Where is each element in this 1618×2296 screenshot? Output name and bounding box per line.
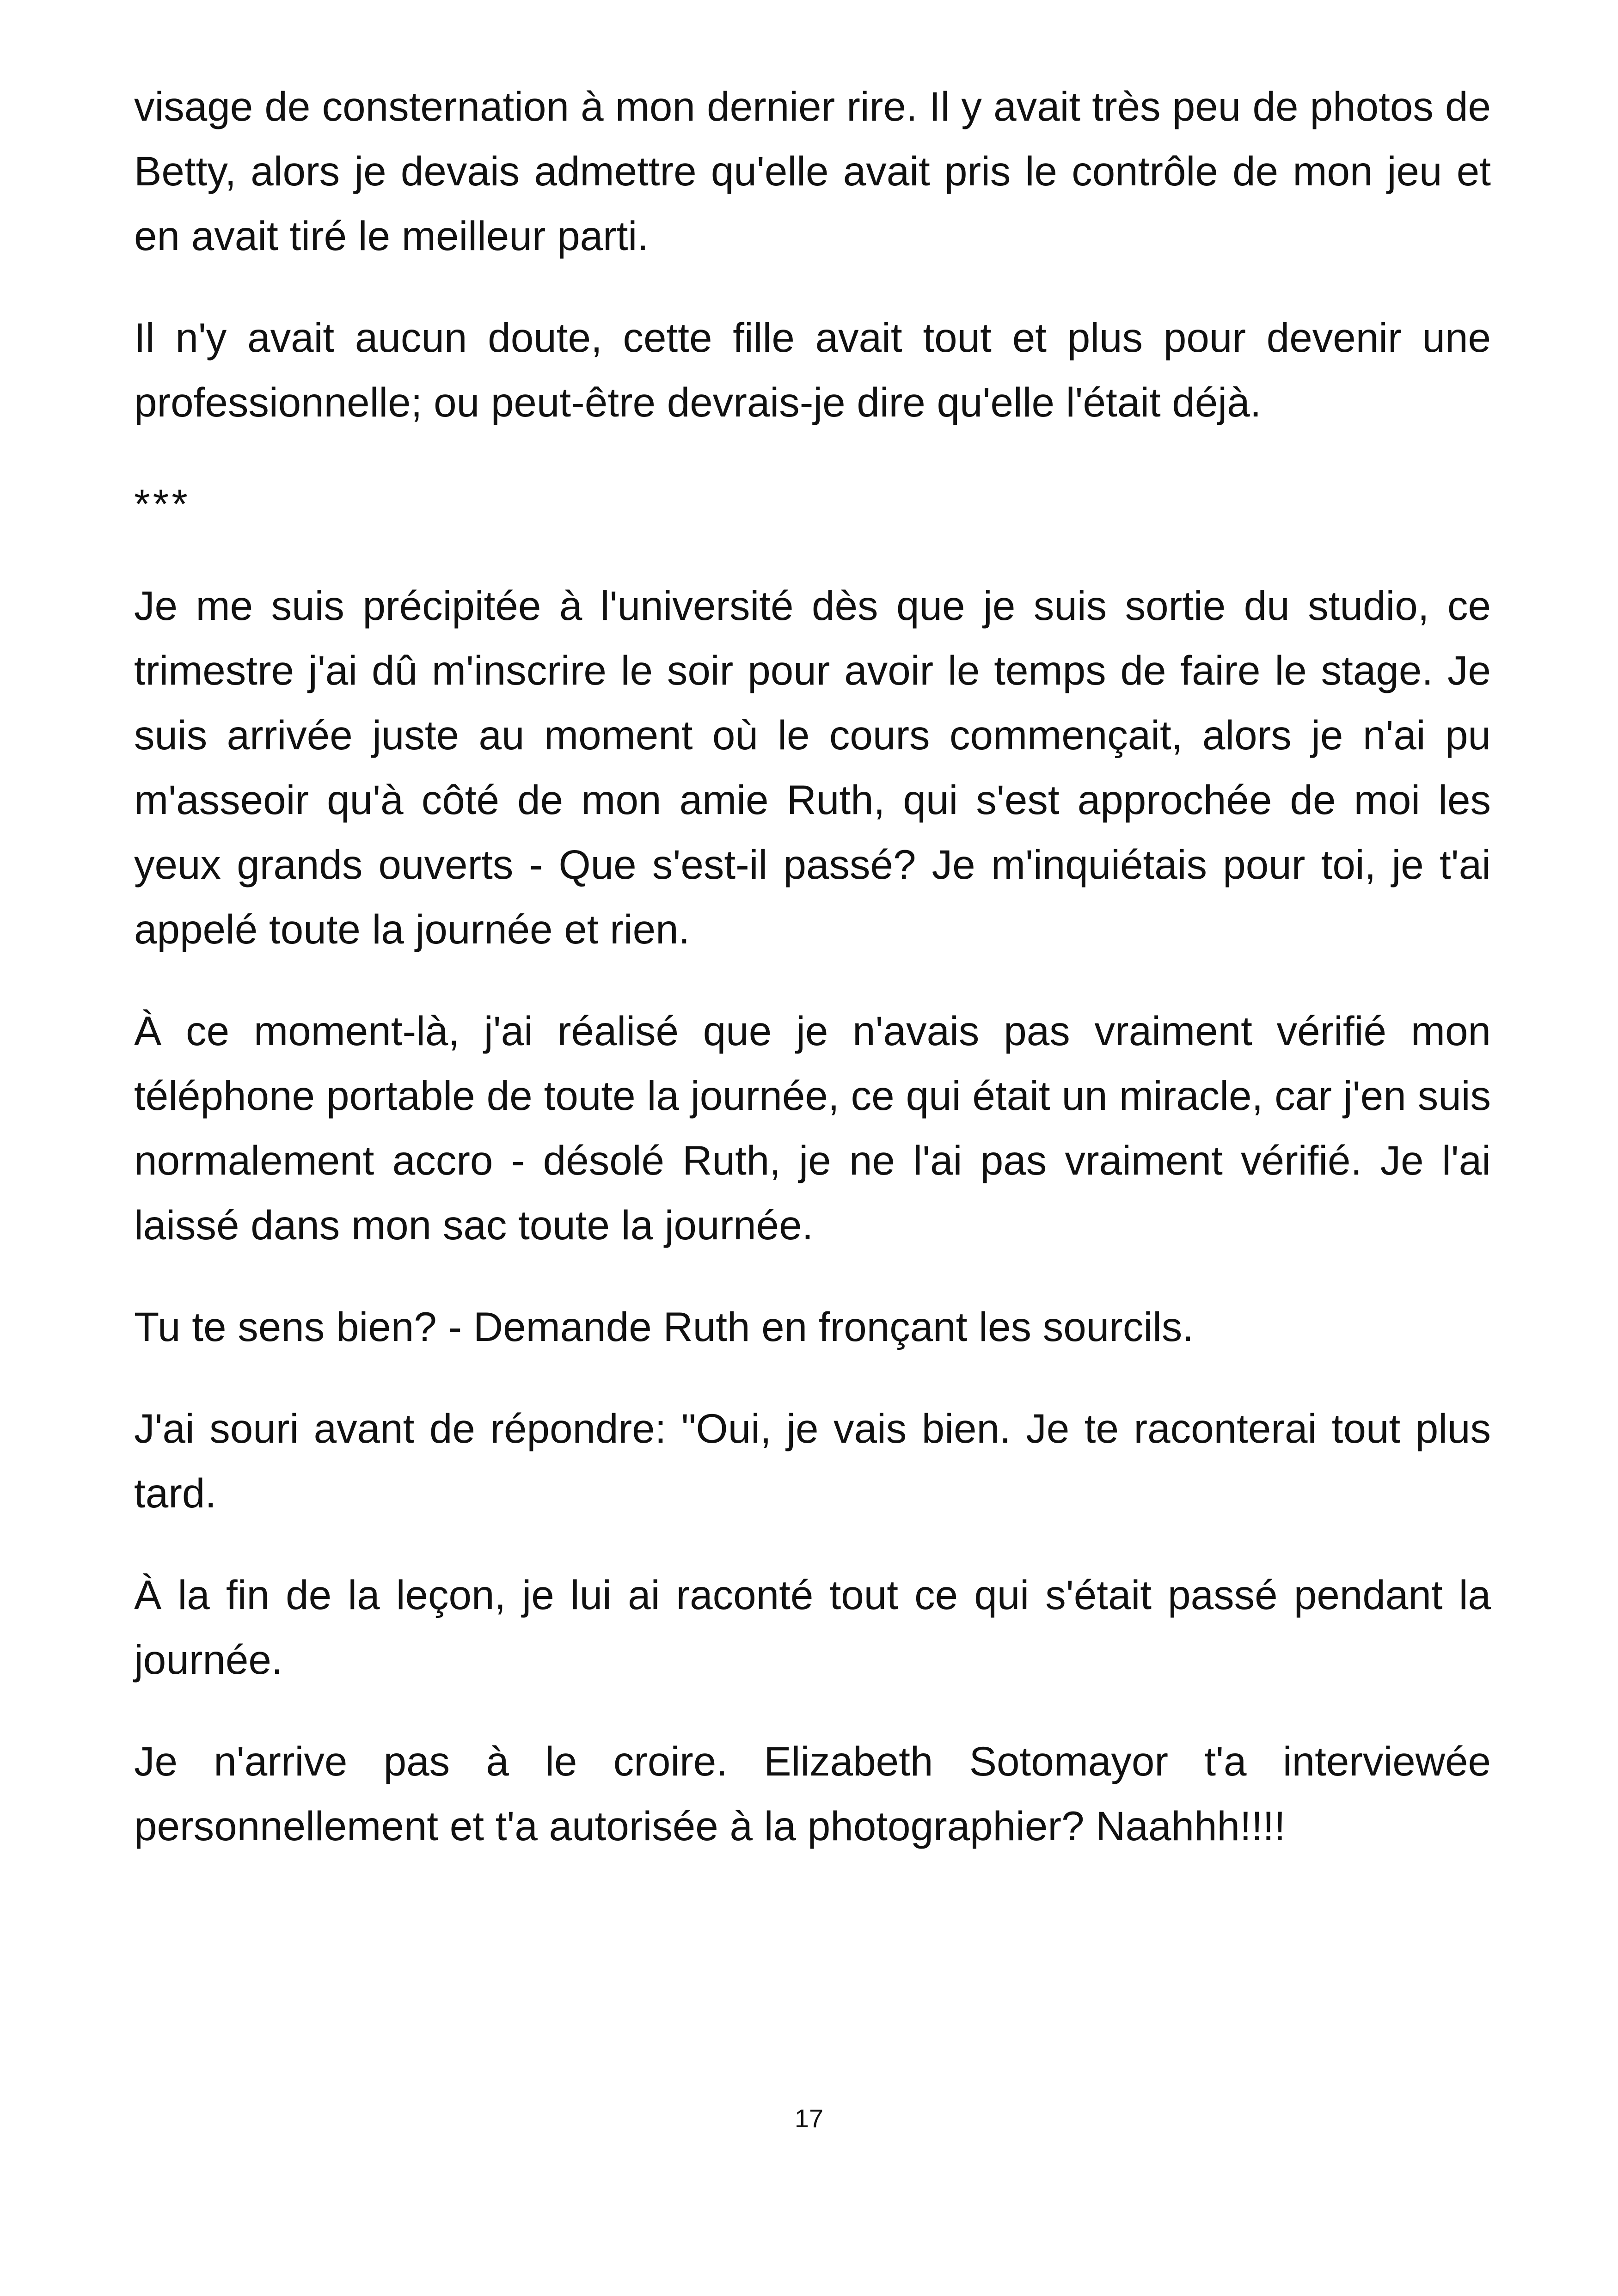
page-number: 17 bbox=[794, 2104, 824, 2133]
paragraph-3: Je me suis précipitée à l'université dès que je suis sortie du studio, ce trimestre j'ai dû m'inscrire le soir pour avoir le temps de faire le stage. Je suis arrivée juste au moment où le cours commençait, alors je n'ai pu m'asseoir qu'à côté de mon amie Ruth, qui s'est approchée de moi les yeux grands ouverts - Que s'est-il passé? Je m'inquiétais pour toi, je t'ai appelé toute la journée et rien. bbox=[134, 582, 1491, 952]
paragraph-2: Il n'y avait aucun doute, cette fille avait tout et plus pour devenir une professionnelle; ou peut-être devrais-je dire qu'elle l'était déjà. bbox=[134, 314, 1491, 425]
paragraph-7: À la fin de la leçon, je lui ai raconté tout ce qui s'était passé pendant la journée. bbox=[134, 1572, 1491, 1683]
scene-break: *** bbox=[134, 481, 190, 527]
paragraph-5: Tu te sens bien? - Demande Ruth en fronçant les sourcils. bbox=[134, 1304, 1194, 1350]
paragraph-4: À ce moment-là, j'ai réalisé que je n'avais pas vraiment vérifié mon téléphone portable de toute la journée, ce qui était un miracle, car j'en suis normalement accro - désolé Ruth, je ne l'ai pas vraiment vérifié. Je l'ai laissé dans mon sac toute la journée. bbox=[134, 1008, 1491, 1248]
paragraph-8: Je n'arrive pas à le croire. Elizabeth Sotomayor t'a interviewée personnellement et t'a autorisée à la photographier? Naahhh!!!! bbox=[134, 1738, 1491, 1849]
body-text bbox=[134, 74, 1491, 1895]
paragraph-6: J'ai souri avant de répondre: "Oui, je vais bien. Je te raconterai tout plus tard. bbox=[134, 1405, 1491, 1516]
paragraph-1: visage de consternation à mon dernier rire. Il y avait très peu de photos de Betty, alors je devais admettre qu'elle avait pris le contrôle de mon jeu et en avait tiré le meilleur parti. bbox=[134, 83, 1491, 259]
